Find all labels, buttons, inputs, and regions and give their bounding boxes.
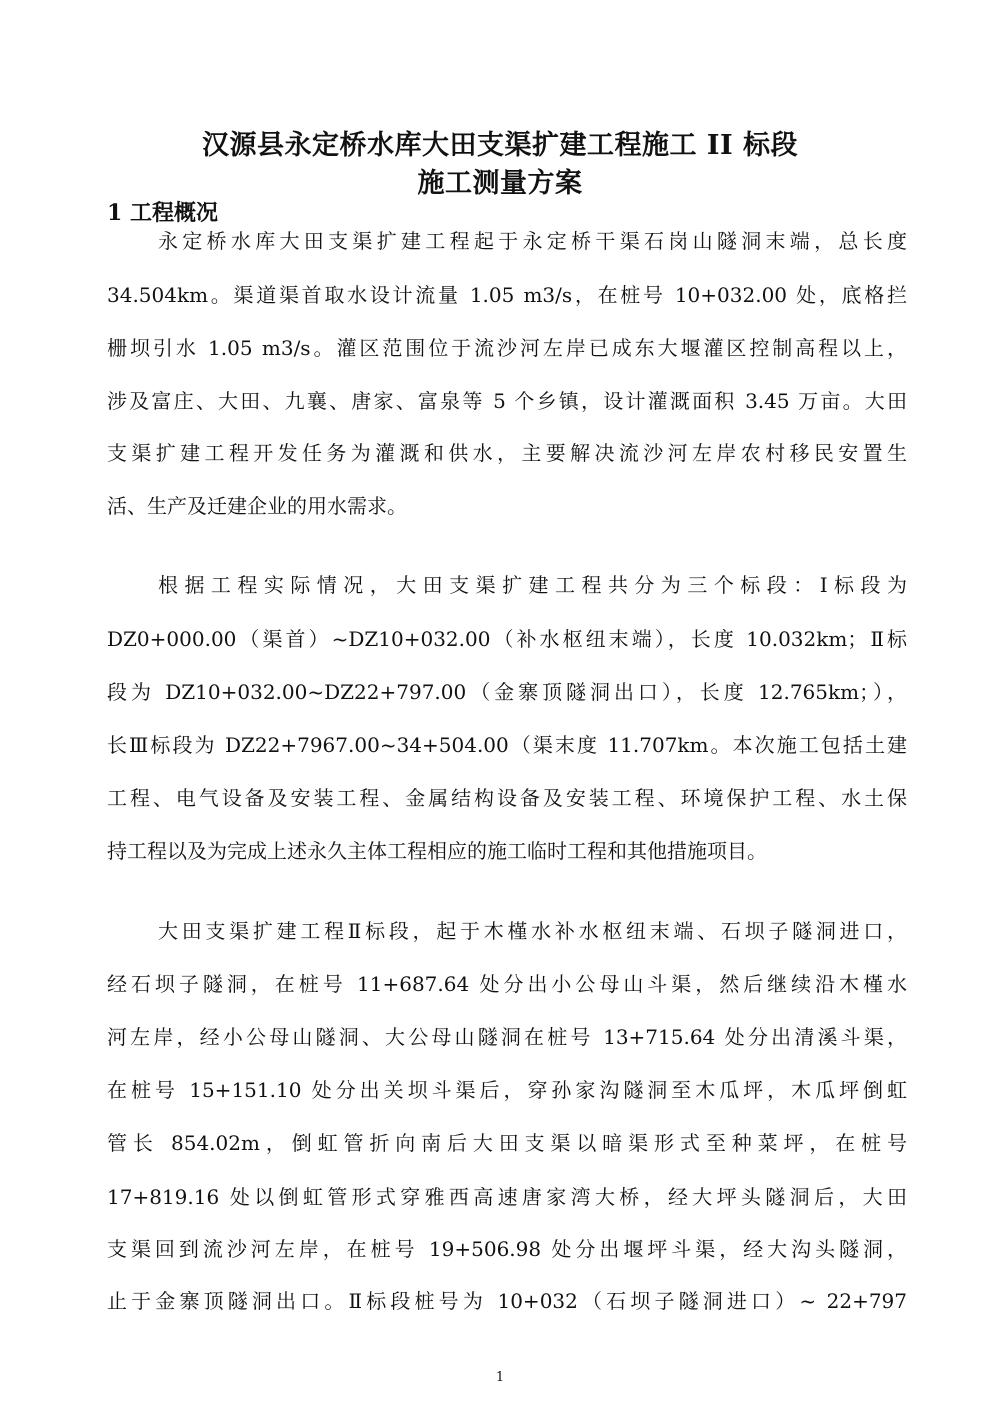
paragraph-line: 管长 854.02m，倒虹管折向南后大田支渠以暗渠形式至种菜坪，在桩号 bbox=[107, 1131, 907, 1155]
page-number: 1 bbox=[495, 1370, 505, 1385]
paragraph-line: 河左岸，经小公母山隧洞、大公母山隧洞在桩号 13+715.64 处分出清溪斗渠， bbox=[107, 1025, 907, 1049]
paragraph-line: 栅坝引水 1.05 m3/s。灌区范围位于流沙河左岸已成东大堰灌区控制高程以上， bbox=[107, 336, 907, 360]
paragraph-line: 持工程以及为完成上述永久主体工程相应的施工临时工程和其他措施项目。 bbox=[107, 839, 767, 863]
paragraph-line: 根据工程实际情况，大田支渠扩建工程共分为三个标段：Ⅰ标段为 bbox=[158, 573, 907, 597]
document-subtitle: 施工测量方案 bbox=[417, 168, 583, 199]
paragraph-line: 止于金寨顶隧洞出口。Ⅱ标段桩号为 10+032（石坝子隧洞进口）~ 22+797 bbox=[107, 1289, 907, 1313]
paragraph-line: 大田支渠扩建工程Ⅱ标段，起于木槿水补水枢纽末端、石坝子隧洞进口， bbox=[158, 919, 907, 943]
paragraph-line: 17+819.16 处以倒虹管形式穿雅西高速唐家湾大桥，经大坪头隧洞后，大田 bbox=[107, 1185, 907, 1209]
paragraph-line: 经石坝子隧洞，在桩号 11+687.64 处分出小公母山斗渠，然后继续沿木槿水 bbox=[107, 972, 907, 996]
paragraph-line: 工程、电气设备及安装工程、金属结构设备及安装工程、环境保护工程、水土保 bbox=[107, 786, 907, 810]
document-title: 汉源县永定桥水库大田支渠扩建工程施工 II 标段 bbox=[201, 130, 799, 161]
paragraph-line: 支渠扩建工程开发任务为灌溉和供水，主要解决流沙河左岸农村移民安置生 bbox=[107, 441, 907, 465]
paragraph-line: 长Ⅲ标段为 DZ22+7967.00~34+504.00（渠末度 11.707km。本次施工包括土建 bbox=[107, 733, 907, 757]
paragraph-line: 支渠回到流沙河左岸，在桩号 19+506.98 处分出堰坪斗渠，经大沟头隧洞， bbox=[107, 1237, 907, 1261]
paragraph-line: 永定桥水库大田支渠扩建工程起于永定桥干渠石岗山隧洞末端，总长度 bbox=[158, 229, 907, 253]
paragraph-line: DZ0+000.00（渠首）~DZ10+032.00（补水枢纽末端），长度 10.032km；Ⅱ标 bbox=[107, 627, 907, 651]
paragraph-line: 段为 DZ10+032.00~DZ22+797.00（金寨顶隧洞出口），长度 12.765km；）， bbox=[107, 680, 907, 704]
paragraph-line: 涉及富庄、大田、九襄、唐家、富泉等 5 个乡镇，设计灌溉面积 3.45 万亩。大田 bbox=[107, 389, 907, 413]
paragraph-line: 在桩号 15+151.10 处分出关坝斗渠后，穿孙家沟隧洞至木瓜坪，木瓜坪倒虹 bbox=[107, 1078, 907, 1102]
section-heading: 1 工程概况 bbox=[107, 200, 218, 226]
paragraph-line: 34.504km。渠道渠首取水设计流量 1.05 m3/s，在桩号 10+032.00 处，底格拦 bbox=[107, 283, 907, 307]
paragraph-line: 活、生产及迁建企业的用水需求。 bbox=[107, 494, 407, 518]
